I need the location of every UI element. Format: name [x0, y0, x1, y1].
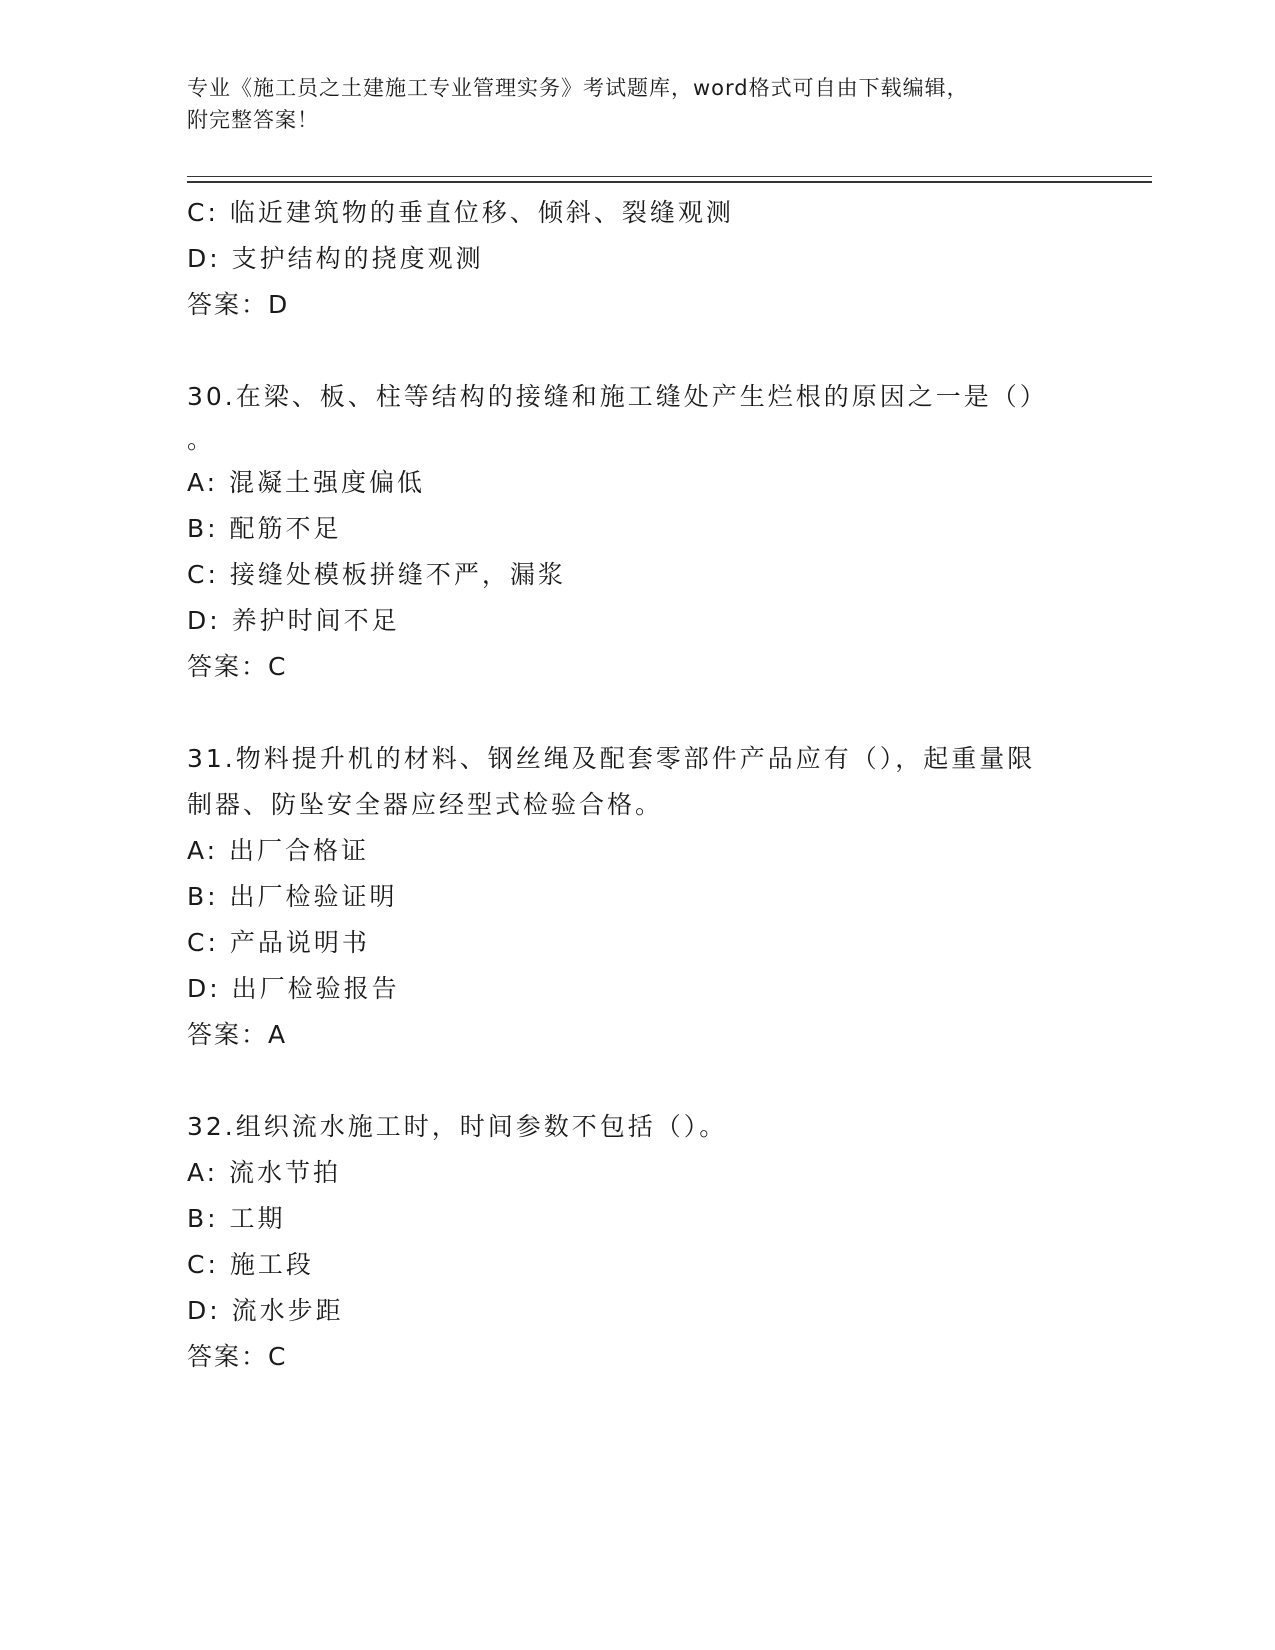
question-stem: 30.在梁、板、柱等结构的接缝和施工缝处产生烂根的原因之一是（） [187, 382, 1048, 411]
answer-line: 答案：C [187, 652, 288, 681]
option-c: C: 施工段 [187, 1250, 314, 1279]
option-c: C: 接缝处模板拼缝不严，漏浆 [187, 560, 566, 589]
question-31 [187, 736, 1087, 1058]
option-d: D: 支护结构的挠度观测 [187, 244, 484, 273]
question-stem: 32.组织流水施工时，时间参数不包括（）。 [187, 1112, 728, 1141]
option-c: C: 临近建筑物的垂直位移、倾斜、裂缝观测 [187, 198, 734, 227]
header-line-2: 附完整答案！ [187, 108, 319, 132]
answer-line: 答案：D [187, 290, 290, 319]
answer-line: 答案：A [187, 1020, 288, 1049]
option-b: B: 配筋不足 [187, 514, 342, 543]
header-line-1: 专业《施工员之土建施工专业管理实务》考试题库，word格式可自由下载编辑， [187, 76, 969, 100]
question-stem-continued: 。 [187, 425, 216, 454]
question-stem-continued: 制器、防坠安全器应经型式检验合格。 [187, 790, 664, 819]
question-32 [187, 1104, 1087, 1380]
header-divider-thick [187, 181, 1152, 183]
option-a: A: 出厂合格证 [187, 836, 370, 865]
spacer [187, 1058, 1087, 1104]
spacer [187, 328, 1087, 374]
spacer [187, 690, 1087, 736]
option-a: A: 流水节拍 [187, 1158, 342, 1187]
question-stem: 31.物料提升机的材料、钢丝绳及配套零部件产品应有（），起重量限 [187, 744, 1036, 773]
option-d: D: 养护时间不足 [187, 606, 400, 635]
answer-line: 答案：C [187, 1342, 288, 1371]
prev-question-tail [187, 190, 1087, 328]
option-c: C: 产品说明书 [187, 928, 370, 957]
document-body [187, 190, 1087, 1380]
option-d: D: 出厂检验报告 [187, 974, 400, 1003]
option-d: D: 流水步距 [187, 1296, 344, 1325]
option-a: A: 混凝土强度偏低 [187, 468, 426, 497]
option-b: B: 工期 [187, 1204, 286, 1233]
document-header [187, 72, 1087, 136]
option-b: B: 出厂检验证明 [187, 882, 398, 911]
header-divider-thin [187, 176, 1152, 177]
question-30 [187, 374, 1087, 690]
